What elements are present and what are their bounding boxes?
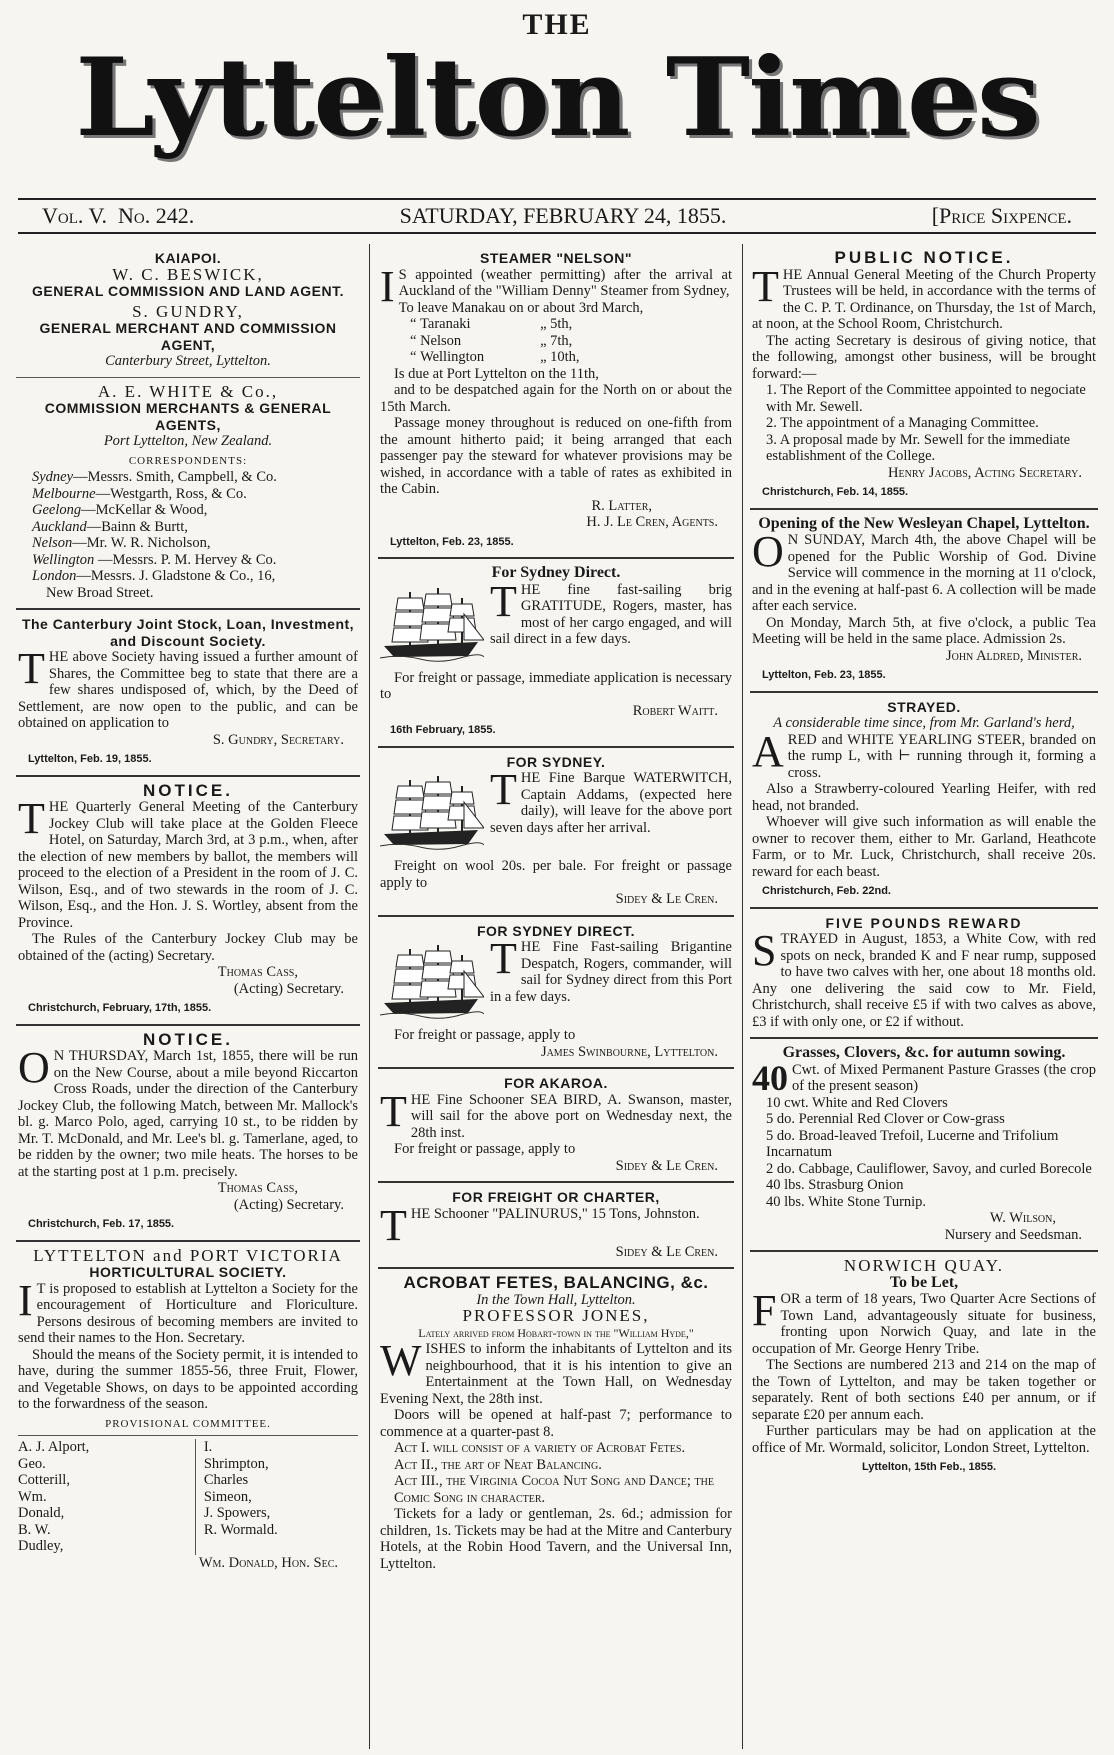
ad-role: COMMISSION MERCHANTS & GENERAL AGENTS, [44, 400, 332, 433]
ad-body: THE Fine Schooner SEA BIRD, A. Swanson, master, will sail for the above port on Wednesday next, the 28th inst. [380, 1086, 732, 1141]
ad-line: and to be despatched again for the North on or about the 15th March. [380, 382, 732, 415]
ad-canterbury-society [16, 610, 360, 777]
ad-name: S. GUNDRY, [132, 301, 244, 321]
ad-signature: Thomas Cass, [217, 1180, 298, 1196]
ad-body: THE Annual General Meeting of the Church Property Trustees will be held, in accordance with the terms of the C. P. T. Ordinance, on Thursday, the 1st of March, at noon, at the School Room, Christchurch. [752, 261, 1096, 332]
ad-date: 16th February, 1855. [390, 724, 496, 736]
ad-strayed [750, 693, 1098, 909]
ad-body: The Sections are numbered 213 and 214 on the map of the Town of Lyttelton, and may be taken together or separately. Rent of both sections £40 per annum, or if separate £20 per annum each. [752, 1357, 1096, 1423]
issue-info [42, 203, 194, 229]
ad-signature-title: (Acting) Secretary. [233, 980, 344, 997]
seed-item: 40 lbs. Strasburg Onion [766, 1177, 904, 1193]
correspondent: Geelong—McKellar & Wood, [32, 502, 208, 518]
seed-item: 2 do. Cabbage, Cauliflower, Savoy, and curled Borecole [766, 1160, 1092, 1177]
ad-notice-jockey-meeting [16, 777, 360, 1026]
ad-heading: FOR SYDNEY DIRECT. [476, 922, 636, 939]
ad-agent: James Swinbourne, Lyttelton. [540, 1043, 718, 1060]
ad-acrobat [378, 1269, 734, 1579]
ad-body: Freight on wool 20s. per bale. For freight or passage apply to [380, 858, 732, 891]
ad-date: Lyttelton, Feb. 23, 1855. [762, 669, 886, 681]
ad-venue: In the Town Hall, Lyttelton. [476, 1291, 636, 1308]
masthead-the: THE [522, 8, 592, 41]
ad-heading: For Sydney Direct. [491, 564, 621, 581]
ad-akaroa [378, 1069, 734, 1183]
ad-heading: NOTICE. [143, 780, 233, 800]
ad-performer: PROFESSOR JONES, [462, 1306, 650, 1325]
member: Geo. Cotterill, [18, 1455, 70, 1488]
issue-date: SATURDAY, FEBRUARY 24, 1855. [399, 203, 727, 228]
correspondent: Nelson—Mr. W. R. Nicholson, [32, 535, 211, 551]
column-middle [378, 244, 734, 1749]
newspaper-title: Lyttelton Times [75, 35, 1039, 161]
ad-place: KAIAPOI. [154, 250, 222, 266]
ad-despatch [378, 917, 734, 1070]
ad-date: Lyttelton, 15th Feb., 1855. [861, 1461, 997, 1473]
ad-date: Lyttelton, Feb. 23, 1855. [390, 535, 514, 548]
ad-white [16, 378, 360, 611]
ad-body: THE above Society having issued a further amount of Shares, the Committee beg to state that there are a few shares undisposed of, which, by the Deed of Settlement, are now open to the public, and can be obtained on application to [18, 644, 358, 731]
ad-body: Further particulars may be had on application at the office of Mr. Wormald, solicitor, London Street, Lyttelton. [752, 1423, 1096, 1456]
ad-body: O N THURSDAY, March 1st, 1855, there will be run on the New Course, about a mile beyond Riccarton Cross Roads, under the direction of the Canterbury Jockey Club, the following Match, between Mr. Mallock's bl. g. Marco Polo, aged, carrying 10 st., to be ridden by Mr. T. McDonald, and Mr. Lee's bl. g. Tamerlane, aged, to be ridden by the owner; two mile heats. The horses to be at the starting post at 1 p.m. precisely. [18, 1043, 358, 1180]
route-stop: “ Wellington „ 10th, [410, 349, 580, 365]
ad-body: Passage money throughout is reduced on one-fifth from the amount hitherto paid; it being arranged that each passenger pay the steward for whatever provisions may be wished, in accordance with a table of rates as exhibited in the Cabin. [380, 415, 732, 497]
act-item: Act I. will consist of a variety of Acrobat Fetes. [394, 1440, 686, 1456]
agenda-item: 1. The Report of the Committee appointed to negociate with Mr. Sewell. [766, 382, 1086, 415]
ad-name: A. E. WHITE & Co., [97, 381, 279, 401]
ad-notice-match [16, 1026, 360, 1242]
ad-agent: Sidey & Le Cren. [615, 1157, 718, 1174]
column-right [750, 244, 1098, 1749]
ad-body: I S appointed (weather permitting) after the arrival at Auckland of the "William Denny" Steamer from Sydney, [380, 261, 732, 311]
member: Charles Simeon, [203, 1472, 252, 1505]
correspondent: London—Messrs. J. Gladstone & Co., 16, [32, 568, 276, 584]
ad-signature: R. Latter, [591, 497, 652, 514]
ad-heading: NOTICE. [143, 1029, 233, 1049]
correspondent: Wellington —Messrs. P. M. Hervey & Co. [32, 551, 277, 568]
ad-waterwitch [378, 748, 734, 917]
ad-body: For freight or passage, immediate application is necessary to [380, 669, 732, 702]
ad-signature: W. Wilson, [989, 1210, 1056, 1226]
ad-heading: ACROBAT FETES, BALANCING, &c. [403, 1273, 709, 1292]
agenda-item: 3. A proposal made by Mr. Sewell for the immediate establishment of the College. [766, 431, 1071, 464]
ad-subheading: A considerable time since, from Mr. Garland's herd, [773, 715, 1075, 731]
committee-list [18, 1435, 358, 1555]
ad-body: THE Fine Barque WATERWITCH, Captain Addams, (expected here daily), will leave for the above port seven days after her arrival. [490, 765, 732, 836]
dateline [18, 198, 1096, 234]
ad-role: GENERAL MERCHANT AND COMMISSION AGENT, [39, 320, 337, 353]
ad-body: THE fine fast-sailing brig GRATITUDE, Rogers, master, has most of her cargo engaged, and will sail direct in a few days. [490, 576, 732, 647]
ad-heading: FIVE POUNDS REWARD [825, 914, 1023, 931]
seed-item: 5 do. Broad-leaved Trefoil, Lucerne and Trifolium Incarnatum [766, 1127, 1059, 1160]
ship-illustration-icon [380, 941, 484, 1025]
price: [Price Sixpence. [931, 203, 1072, 228]
ad-role: GENERAL COMMISSION AND LAND AGENT. [31, 283, 345, 299]
volume: Vol. V. [42, 203, 108, 228]
ad-five-pounds-reward [750, 909, 1098, 1040]
correspondent: Sydney—Messrs. Smith, Campbell, & Co. [32, 469, 277, 485]
ad-signature: S. Gundry, Secretary. [212, 731, 344, 748]
ad-subheading: To be Let, [889, 1273, 959, 1291]
ad-agent: Robert Waitt. [632, 702, 718, 719]
member: J. Spowers, [203, 1505, 271, 1521]
ad-heading: STRAYED. [887, 698, 961, 715]
ad-address: Port Lyttelton, New Zealand. [103, 433, 273, 449]
ad-body: Whoever will give such information as will enable the owner to recover them, either to Mr. Garland, Heathcote Farm, or to Mr. Luck, Christchurch, shall receive 20s. reward for each beast. [752, 814, 1096, 880]
ad-signature: Thomas Cass, [217, 964, 298, 980]
ad-signature: John Aldred, Minister. [945, 647, 1082, 664]
column-left [16, 244, 360, 1749]
ad-body: The acting Secretary is desirous of giving notice, that the following, amongst other business, will be brought forward:— [752, 332, 1096, 382]
ad-horticultural [16, 1242, 360, 1579]
ad-body: FOR a term of 18 years, Two Quarter Acre Sections of Town Land, advantageously situate for business, fronting upon Norwich Quay, and late in the occupation of Mr. George Henry Tribe. [752, 1286, 1096, 1357]
ad-gratitude [378, 559, 734, 748]
act-item: Act III., the Virginia Cocoa Nut Song and Dance; the Comic Song in character. [394, 1473, 714, 1506]
member: Wm. Donald, [18, 1488, 65, 1521]
route-stop: “ Nelson „ 7th, [410, 332, 573, 349]
ad-body: For freight or passage, apply to [394, 1141, 576, 1157]
ad-heading: PUBLIC NOTICE. [834, 248, 1014, 267]
committee-right [195, 1439, 358, 1555]
ad-body: WISHES to inform the inhabitants of Lyttelton and its neighbourhood, that it is his intention to give an Entertainment at the Town Hall, on Wednesday Evening Next, the 28th inst. [380, 1336, 732, 1407]
ad-heading: LYTTELTON and PORT VICTORIA [33, 1245, 343, 1265]
ad-body: I T is proposed to establish at Lyttelton a Society for the encouragement of Horticulture and Floriculture. Persons desirous of becoming members are invited to send their names to the Hon. Secretary. [18, 1275, 358, 1346]
ad-steamer-nelson [378, 244, 734, 559]
ad-heading: FOR SYDNEY. [506, 753, 606, 770]
ad-line: To leave Manakau on or about 3rd March, [398, 299, 644, 316]
seed-item: 5 do. Perennial Red Clover or Cow-grass [766, 1111, 1005, 1127]
column-rule [742, 244, 743, 1749]
ad-address: Canterbury Street, Lyttelton. [105, 353, 271, 369]
ad-signature-title: Nursery and Seedsman. [944, 1226, 1082, 1243]
ad-agent: Sidey & Le Cren. [615, 891, 718, 907]
ad-line: Is due at Port Lyttelton on the 11th, [394, 365, 599, 382]
correspondents-list [18, 469, 358, 601]
correspondents-heading: CORRESPONDENTS: [128, 454, 248, 467]
seed-item: 10 cwt. White and Red Clovers [766, 1094, 948, 1111]
act-item: Act II., the art of Neat Balancing. [394, 1456, 602, 1473]
ad-arrival: Lately arrived from Hobart-town in the "William Hyde," [418, 1325, 694, 1340]
member: A. J. Alport, [18, 1439, 90, 1455]
ad-gundry [16, 302, 360, 378]
ad-name: W. C. BESWICK, [112, 264, 264, 284]
ad-body: Tickets for a lady or gentleman, 2s. 6d.; admission for children, 1s. Tickets may be had at the Mitre and Canterbury Hotels, at the Robin Hood Tavern, and the Universal Inn, Lyttelton. [380, 1506, 732, 1572]
committee-heading: PROVISIONAL COMMITTEE. [105, 1417, 271, 1430]
ad-body: On Monday, March 5th, at five o'clock, a public Tea Meeting will be held in the same place. Admission 2s. [752, 614, 1096, 647]
ad-signature: H. J. Le Cren, Agents. [586, 514, 718, 530]
ad-date: Christchurch, February, 17th, 1855. [28, 1002, 212, 1014]
correspondent-address: New Broad Street. [46, 584, 154, 601]
ad-subheading: HORTICULTURAL SOCIETY. [89, 1264, 287, 1280]
ad-heading: The Canterbury Joint Stock, Loan, Investment, and Discount Society. [21, 616, 355, 649]
ad-heading: FOR AKAROA. [504, 1075, 608, 1091]
ad-agent: Sidey & Le Cren. [615, 1243, 718, 1260]
route-stop: “ Taranaki „ 5th, [410, 316, 573, 332]
member: R. Wormald. [203, 1521, 278, 1538]
seed-item: 40 lbs. White Stone Turnip. [766, 1193, 927, 1210]
ad-body: The Rules of the Canterbury Jockey Club may be obtained of the (acting) Secretary. [18, 931, 358, 964]
correspondent: Auckland—Bainn & Burtt, [32, 518, 188, 535]
ad-palinurus [378, 1183, 734, 1269]
ad-body: Also a Strawberry-coloured Yearling Heifer, with red head, not branded. [752, 781, 1096, 814]
ad-heading: Opening of the New Wesleyan Chapel, Lyttelton. [758, 514, 1090, 532]
ad-grasses [750, 1039, 1098, 1252]
ship-illustration-icon [380, 584, 484, 668]
ad-heading: Grasses, Clovers, &c. for autumn sowing. [782, 1044, 1066, 1061]
ad-public-notice [750, 244, 1098, 510]
ad-norwich-quay [750, 1252, 1098, 1483]
masthead [0, 0, 1114, 200]
ad-body: THE Quarterly General Meeting of the Canterbury Jockey Club will take place at the Golden Fleece Hotel, on Saturday, March 3rd, at 3 p.m., when, after the election of new members by ballot, the members will proceed to the election of a President in the room of J. C. Wilson, Esq., and of two stewards in the room of J. C. Wilson, Esq., and the Hon. J. S. Wortley, absent from the Province. [18, 794, 358, 931]
ad-date: Christchurch, Feb. 14, 1855. [762, 486, 909, 498]
ad-signature: Henry Jacobs, Acting Secretary. [888, 464, 1082, 481]
ad-heading: FOR FREIGHT OR CHARTER, [452, 1189, 660, 1205]
ad-body: Doors will be opened at half-past 7; performance to commence at a quarter-past 8. [380, 1407, 732, 1440]
ad-date: Lyttelton, Feb. 19, 1855. [28, 753, 152, 765]
ad-signature-title: (Acting) Secretary. [233, 1196, 344, 1213]
ad-beswick [16, 244, 360, 302]
issue-number: No. 242. [118, 203, 195, 228]
ad-date: Christchurch, Feb. 22nd. [762, 885, 891, 897]
ad-body: For freight or passage, apply to [394, 1027, 576, 1043]
ad-date: Christchurch, Feb. 17, 1855. [28, 1218, 175, 1230]
ad-body: THE Schooner "PALINURUS," 15 Tons, Johnston. [380, 1200, 700, 1250]
ad-body: THE Fine Fast-sailing Brigantine Despatch, Rogers, commander, will sail for Sydney direct from this Port in a few days. [490, 934, 732, 1005]
ad-body: STRAYED in August, 1853, a White Cow, with red spots on neck, branded K and F near rump, supposed to have two calves with her, one about 18 months old. Any one delivering the said cow to Mr. Field, Christchurch, shall receive £5 if with two calves as above, £3 if with only one, or £2 if without. [752, 926, 1096, 1030]
agenda-item: 2. The appointment of a Managing Committee. [766, 415, 1039, 431]
member: B. W. Dudley, [18, 1521, 64, 1554]
correspondent: Melbourne—Westgarth, Ross, & Co. [32, 485, 247, 502]
ad-heading: STEAMER "NELSON" [480, 250, 632, 266]
column-rule [369, 244, 370, 1749]
committee-left [18, 1439, 181, 1555]
ad-signature: Wm. Donald, Hon. Sec. [198, 1554, 338, 1571]
ad-body: Should the means of the Society permit, it is intended to have, during the summer 1855-56, three Fruit, Flower, and Vegetable Shows, on days to be appointed according to the forwardness of the season. [18, 1346, 358, 1412]
ad-body: O N SUNDAY, March 4th, the above Chapel will be opened for the Public Worship of God. Divine Service will commence in the morning at 11 o'clock, and in the evening at half-past 6. A collection will be made after each service. [752, 527, 1096, 614]
ad-wesleyan-chapel [750, 510, 1098, 693]
ad-body: ARED and WHITE YEARLING STEER, branded on the rump L, with ⊢ running through it, forming a cross. [752, 726, 1096, 781]
ad-heading: NORWICH QUAY. [843, 1256, 1005, 1275]
ship-illustration-icon [380, 772, 484, 856]
ad-body: 40 Cwt. of Mixed Permanent Pasture Grasses (the crop of the present season) [752, 1057, 1096, 1098]
member: I. Shrimpton, [203, 1439, 269, 1472]
